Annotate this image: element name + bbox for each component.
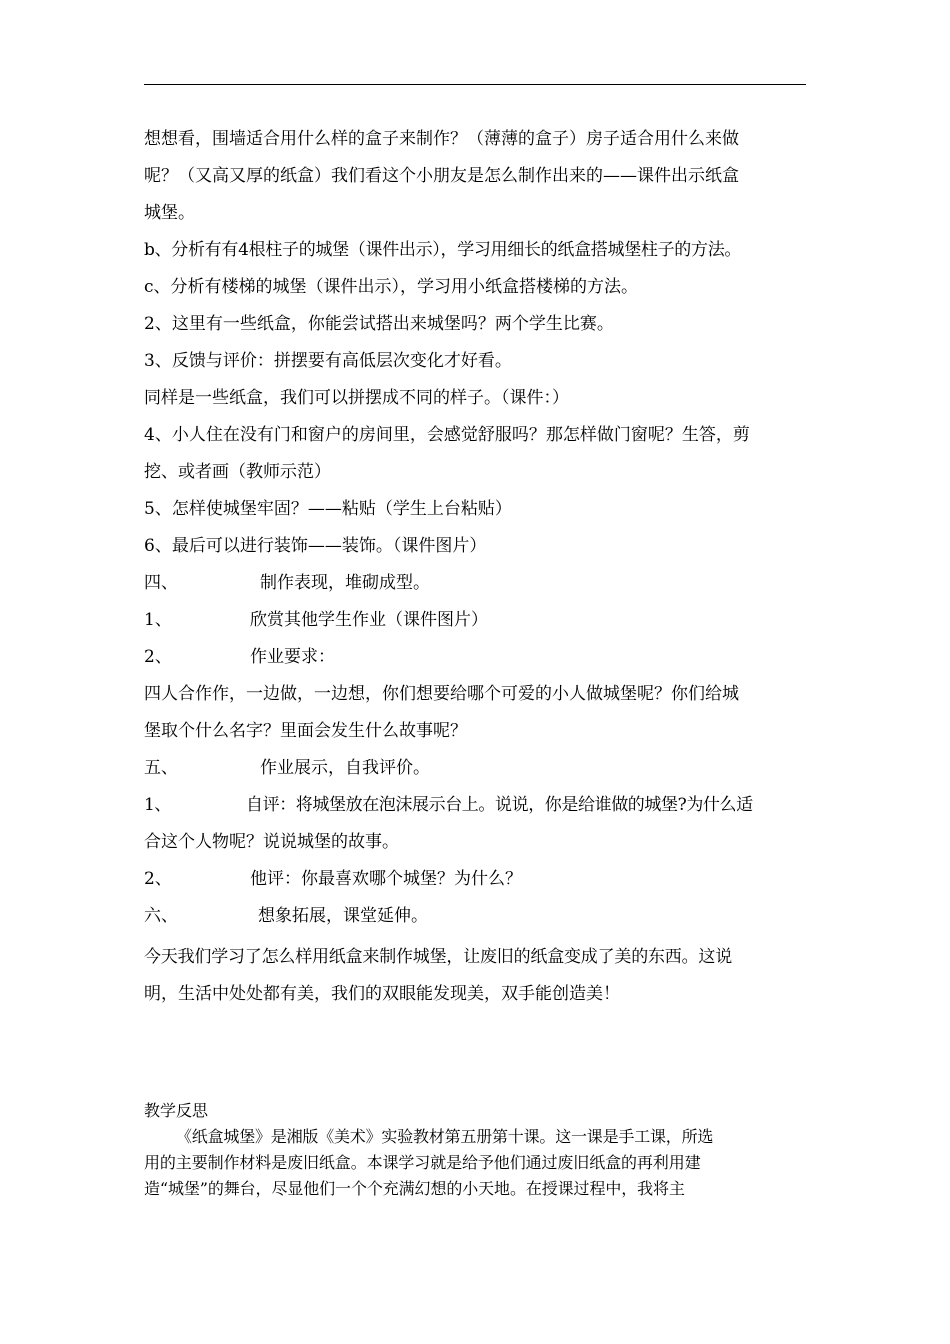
body-line: 堡取个什么名字？里面会发生什么故事呢？ [144,721,467,741]
section-title: 作业展示，自我评价。 [260,758,430,778]
list-item [144,647,808,667]
section-number: 四、 [144,573,178,593]
item-text: 欣赏其他学生作业（课件图片） [250,610,488,630]
list-item [144,610,808,630]
body-line: b、分析有有4根柱子的城堡（课件出示），学习用细长的纸盒搭城堡柱子的方法。 [144,240,742,260]
body-line: 呢？（又高又厚的纸盒）我们看这个小朋友是怎么制作出来的——课件出示纸盒 [144,166,739,186]
item-text: 作业要求： [250,647,335,667]
section-heading-6 [144,906,808,926]
item-number: 1、 [144,610,172,630]
reflection-title: 教学反思 [144,1101,209,1120]
reflection-line: 用的主要制作材料是废旧纸盒。本课学习就是给予他们通过废旧纸盒的再利用建 [144,1153,701,1172]
body-line: c、分析有楼梯的城堡（课件出示），学习用小纸盒搭楼梯的方法。 [144,277,639,297]
section-heading-5 [144,758,808,778]
reflection-line: 造“城堡”的舞台，尽显他们一个个充满幻想的小天地。在授课过程中，我将主 [144,1179,685,1198]
body-line: 2、这里有一些纸盒，你能尝试搭出来城堡吗？两个学生比赛。 [144,314,614,334]
body-line: 今天我们学习了怎么样用纸盒来制作城堡，让废旧的纸盒变成了美的东西。这说 [144,947,732,967]
body-line: 6、最后可以进行装饰——装饰。（课件图片） [144,536,487,556]
body-line: 同样是一些纸盒，我们可以拼摆成不同的样子。（课件：） [144,388,569,408]
section-title: 制作表现，堆砌成型。 [260,573,430,593]
section-heading-4 [144,573,808,593]
body-line: 明，生活中处处都有美，我们的双眼能发现美，双手能创造美！ [144,984,620,1004]
body-line: 城堡。 [144,203,195,223]
item-number: 1、 [144,795,172,815]
section-number: 五、 [144,758,178,778]
body-line: 3、反馈与评价：拼摆要有高低层次变化才好看。 [144,351,512,371]
reflection-line: 《纸盒城堡》是湘版《美术》实验教材第五册第十课。这一课是手工课，所选 [176,1127,714,1146]
body-line: 想想看，围墙适合用什么样的盒子来制作？（薄薄的盒子）房子适合用什么来做 [144,129,739,149]
section-number: 六、 [144,906,178,926]
body-line: 5、怎样使城堡牢固？——粘贴（学生上台粘贴） [144,499,512,519]
body-line: 挖、或者画（教师示范） [144,462,331,482]
body-line: 合这个人物呢？说说城堡的故事。 [144,832,399,852]
header-rule [144,84,806,85]
item-number: 2、 [144,647,172,667]
body-line: 四人合作作，一边做，一边想，你们想要给哪个可爱的小人做城堡呢？你们给城 [144,684,739,704]
list-item [144,795,808,815]
section-title: 想象拓展，课堂延伸。 [258,906,428,926]
item-number: 2、 [144,869,172,889]
item-text: 他评：你最喜欢哪个城堡？为什么？ [250,869,522,889]
body-line: 4、小人住在没有门和窗户的房间里，会感觉舒服吗？那怎样做门窗呢？生答，剪 [144,425,750,445]
list-item [144,869,808,889]
item-text: 自评：将城堡放在泡沫展示台上。说说，你是给谁做的城堡?为什么适 [246,795,753,815]
